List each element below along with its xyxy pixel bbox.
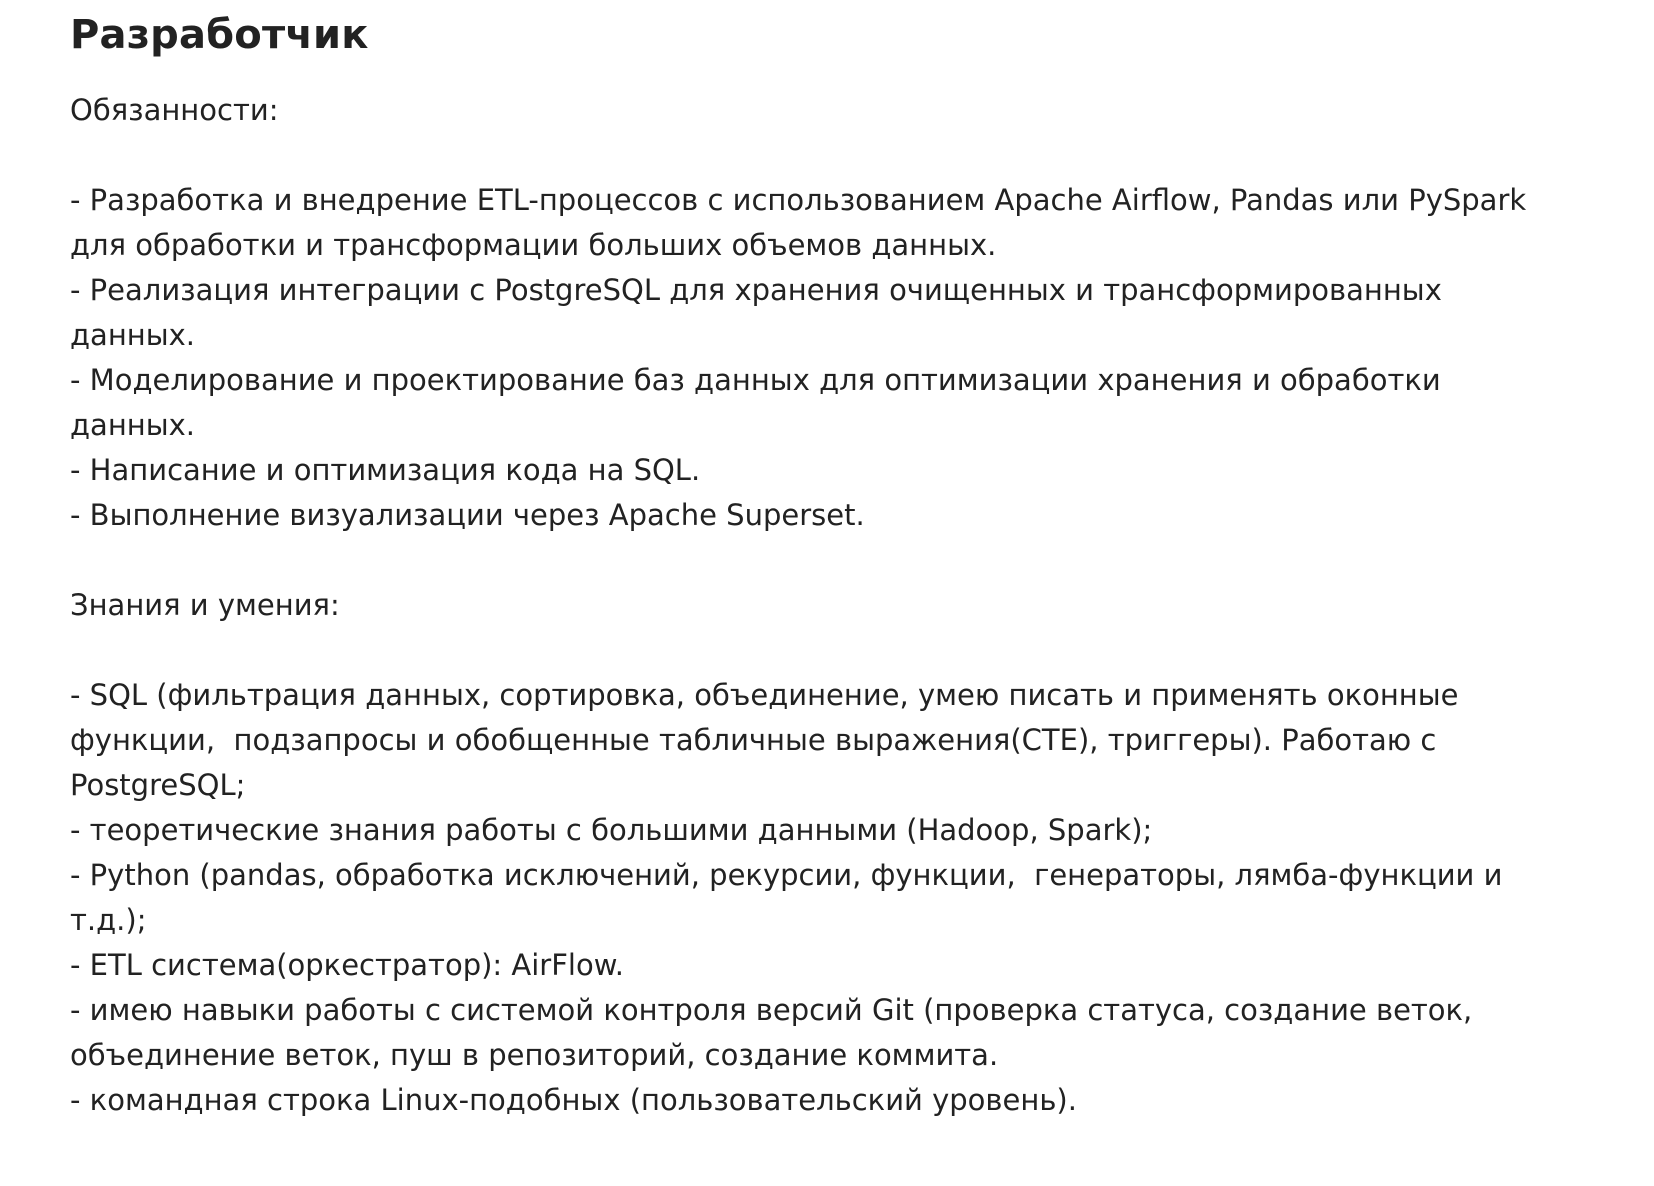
text-line: - SQL (фильтрация данных, сортировка, объединение, умею писать и применять оконные [70, 678, 1459, 712]
bullet-item [70, 358, 1570, 448]
text-line: данных. [70, 318, 196, 352]
bullet-item [70, 673, 1570, 808]
text-line: объединение веток, пуш в репозиторий, создание коммита. [70, 1038, 999, 1072]
text-line: для обработки и трансформации больших объемов данных. [70, 228, 997, 262]
responsibilities-list [70, 178, 1570, 538]
bullet-item [70, 268, 1570, 358]
text-line: PostgreSQL; [70, 768, 246, 802]
text-line: т.д.); [70, 903, 147, 937]
bullet-item [70, 1078, 1570, 1123]
section-responsibilities [70, 88, 1570, 538]
text-line: - командная строка Linux-подобных (пользовательский уровень). [70, 1083, 1077, 1117]
text-line: - ETL система(оркестратор): AirFlow. [70, 948, 624, 982]
section-skills [70, 583, 1570, 1123]
text-line: функции, подзапросы и обобщенные табличные выражения(CTE), триггеры). Работаю с [70, 723, 1437, 757]
text-line: - Python (pandas, обработка исключений, рекурсии, функции, генераторы, лямба-функции и [70, 858, 1503, 892]
bullet-item [70, 988, 1570, 1078]
text-line: данных. [70, 408, 196, 442]
text-line: - теоретические знания работы с большими данными (Hadoop, Spark); [70, 813, 1153, 847]
skills-list [70, 673, 1570, 1123]
bullet-item [70, 853, 1570, 943]
page-title: Разработчик [70, 12, 369, 58]
text-line: - Реализация интеграции с PostgreSQL для хранения очищенных и трансформированных [70, 273, 1442, 307]
skills-heading: Знания и умения: [70, 588, 340, 622]
text-line: - имею навыки работы с системой контроля версий Git (проверка статуса, создание веток, [70, 993, 1473, 1027]
text-line: - Выполнение визуализации через Apache Superset. [70, 498, 865, 532]
text-line: - Моделирование и проектирование баз данных для оптимизации хранения и обработки [70, 363, 1441, 397]
text-line: - Разработка и внедрение ETL-процессов с использованием Apache Airflow, Pandas или PySpark [70, 183, 1527, 217]
text-line: - Написание и оптимизация кода на SQL. [70, 453, 701, 487]
bullet-item [70, 493, 1570, 538]
responsibilities-heading: Обязанности: [70, 93, 279, 127]
bullet-item [70, 448, 1570, 493]
bullet-item [70, 178, 1570, 268]
bullet-item [70, 943, 1570, 988]
bullet-item [70, 808, 1570, 853]
